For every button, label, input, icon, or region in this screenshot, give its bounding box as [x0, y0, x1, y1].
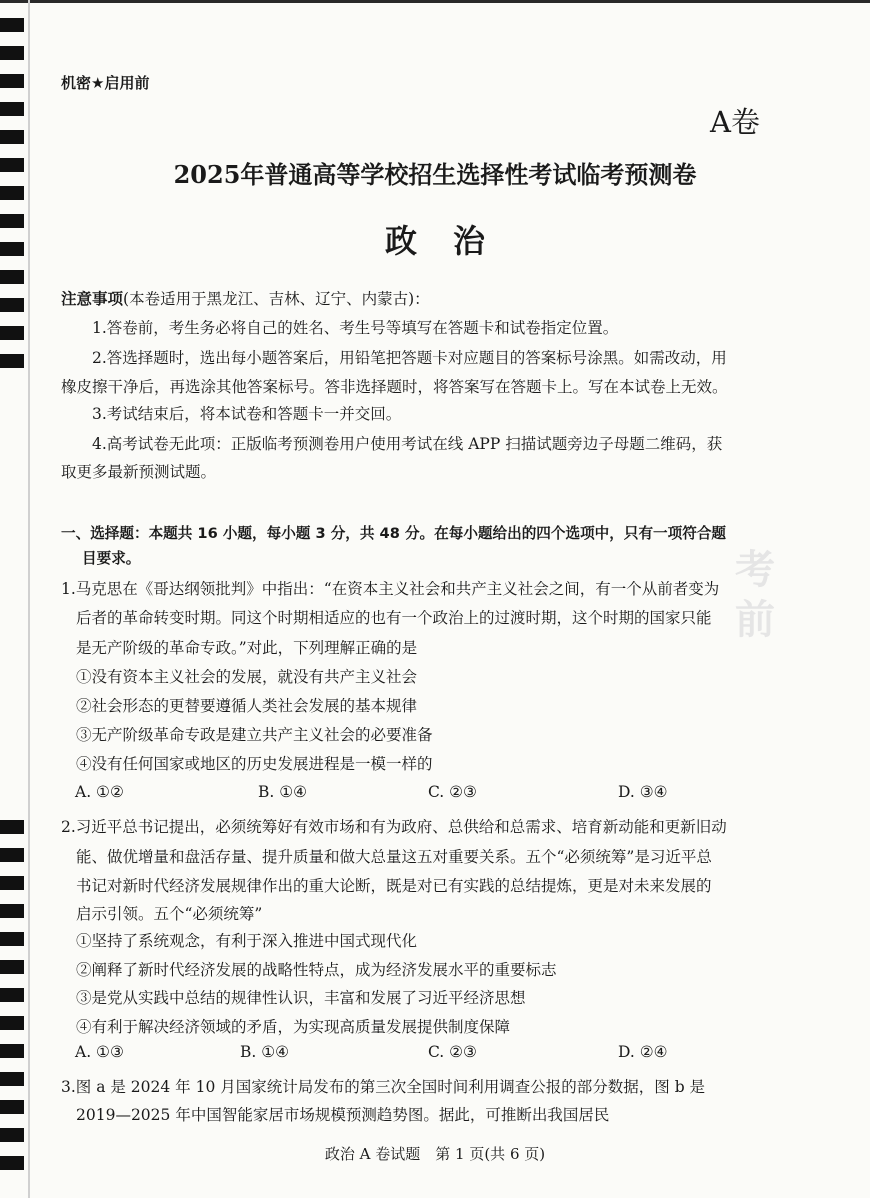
question-2-item: ①坚持了系统观念，有利于深入推进中国式现代化	[76, 932, 418, 950]
choice-c: C. ②③	[428, 1043, 477, 1061]
section-heading-cont: 目要求。	[82, 550, 141, 567]
binding-mark	[0, 102, 24, 116]
question-1-stem: 是无产阶级的革命专政。”对此，下列理解正确的是	[76, 639, 418, 657]
exam-title: 2025年普通高等学校招生选择性考试临考预测卷	[173, 160, 697, 189]
choice-b: B. ①④	[240, 1043, 290, 1061]
binding-mark	[0, 1072, 24, 1086]
question-2-stem: 启示引领。五个“必须统筹”	[76, 905, 263, 923]
top-rule	[0, 0, 870, 3]
notice-line: 取更多最新预测试题。	[61, 463, 217, 481]
binding-mark	[0, 130, 24, 144]
question-1-item: ②社会形态的更替要遵循人类社会发展的基本规律	[76, 697, 418, 715]
binding-mark	[0, 1128, 24, 1142]
binding-mark	[0, 1044, 24, 1058]
question-3-stem: 2019—2025 年中国智能家居市场规模预测趋势图。据此，可推断出我国居民	[76, 1106, 610, 1124]
binding-mark	[0, 876, 24, 890]
subject-title: 政治	[384, 222, 521, 260]
binding-mark	[0, 932, 24, 946]
choice-c: C. ②③	[428, 783, 477, 801]
question-2-item: ④有利于解决经济领域的矛盾，为实现高质量发展提供制度保障	[76, 1018, 511, 1036]
question-2-item: ②阐释了新时代经济发展的战略性特点，成为经济发展水平的重要标志	[76, 961, 557, 979]
choice-d: D. ③④	[618, 783, 668, 801]
binding-mark	[0, 270, 24, 284]
binding-mark	[0, 904, 24, 918]
binding-mark	[0, 988, 24, 1002]
choice-a: A. ①③	[75, 1043, 124, 1061]
notice-scope: (本卷适用于黑龙江、吉林、辽宁、内蒙古)：	[123, 290, 430, 308]
page-footer: 政治 A 卷试题 第 1 页(共 6 页)	[324, 1145, 546, 1163]
question-1-item: ③无产阶级革命专政是建立共产主义社会的必要准备	[76, 726, 433, 744]
notice-line: 2.答选择题时，选出每小题答案后，用铅笔把答题卡对应题目的答案标号涂黑。如需改动，用	[92, 349, 727, 367]
section-heading: 一、选择题：本题共 16 小题，每小题 3 分，共 48 分。在每小题给出的四个选项中，只有一项符合题	[61, 525, 727, 542]
binding-mark	[0, 820, 24, 834]
question-2-stem: 书记对新时代经济发展规律作出的重大论断，既是对已有实践的总结提炼，更是对未来发展的	[76, 877, 712, 895]
binding-mark	[0, 46, 24, 60]
question-3-stem: 3.图 a 是 2024 年 10 月国家统计局发布的第三次全国时间利用调查公报的部分数据，图 b 是	[61, 1078, 706, 1096]
question-2-item: ③是党从实践中总结的规律性认识，丰富和发展了习近平经济思想	[76, 989, 526, 1007]
question-1-item: ④没有任何国家或地区的历史发展进程是一模一样的	[76, 755, 433, 773]
question-1-stem: 后者的革命转变时期。同这个时期相适应的也有一个政治上的过渡时期，这个时期的国家只能	[76, 609, 712, 627]
notice-title: 注意事项	[61, 290, 124, 308]
notice-line: 1.答卷前，考生务必将自己的姓名、考生号等填写在答题卡和试卷指定位置。	[92, 319, 619, 337]
notice-line: 橡皮擦干净后，再选涂其他答案标号。答非选择题时，将答案写在答题卡上。写在本试卷上无效。	[61, 378, 728, 396]
notice-heading	[61, 287, 430, 309]
question-1-item: ①没有资本主义社会的发展，就没有共产主义社会	[76, 668, 418, 686]
notice-line: 3.考试结束后，将本试卷和答题卡一并交回。	[92, 405, 402, 423]
confidential-label: 机密★启用前	[61, 74, 150, 92]
binding-mark	[0, 74, 24, 88]
paper-version: A卷	[710, 105, 760, 139]
binding-mark	[0, 354, 24, 368]
binding-mark	[0, 326, 24, 340]
notice-line: 4.高考试卷无此项：正版临考预测卷用户使用考试在线 APP 扫描试题旁边子母题二维码，获	[92, 435, 723, 453]
binding-mark	[0, 960, 24, 974]
binding-mark	[0, 1100, 24, 1114]
binding-mark	[0, 1016, 24, 1030]
binding-mark	[0, 848, 24, 862]
choice-a: A. ①②	[75, 783, 124, 801]
binding-mark	[0, 18, 24, 32]
choice-d: D. ②④	[618, 1043, 668, 1061]
question-2-stem: 2.习近平总书记提出，必须统筹好有效市场和有为政府、总供给和总需求、培育新动能和更新旧动	[61, 818, 727, 836]
question-1-stem: 1.马克思在《哥达纲领批判》中指出：“在资本主义社会和共产主义社会之间，有一个从前者变为	[61, 580, 720, 598]
binding-mark	[0, 298, 24, 312]
watermark-text: 考前	[735, 546, 775, 643]
choice-b: B. ①④	[258, 783, 308, 801]
watermark-stamp	[735, 545, 795, 655]
question-2-stem: 能、做优增量和盘活存量、提升质量和做大总量这五对重要关系。五个“必须统筹”是习近平总	[76, 848, 712, 866]
